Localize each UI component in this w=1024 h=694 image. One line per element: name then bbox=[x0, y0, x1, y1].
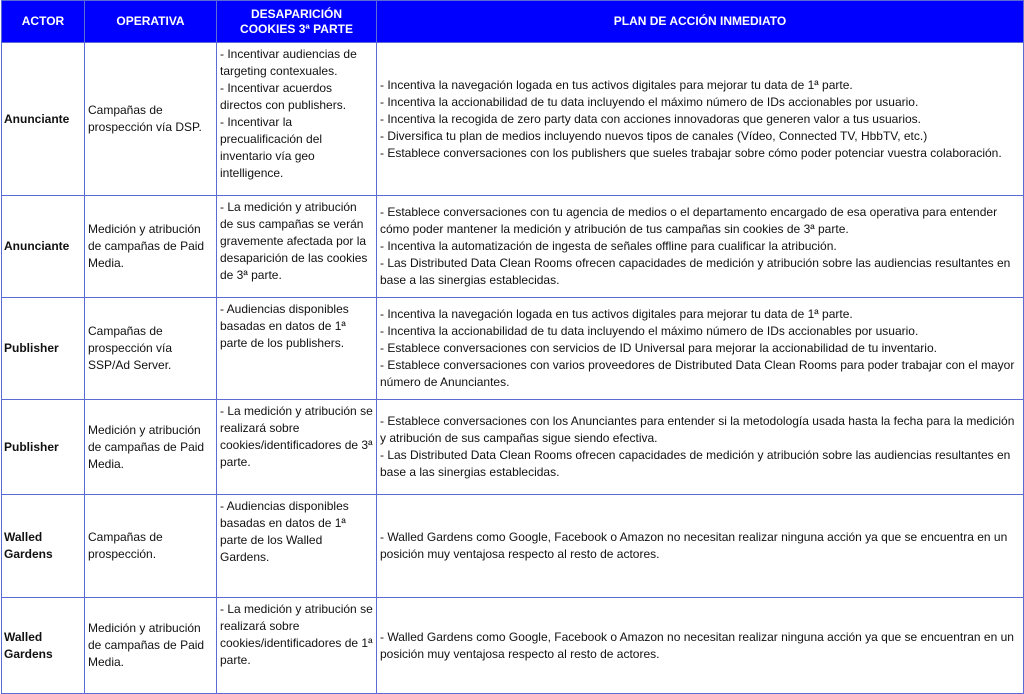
plan-item: - Walled Gardens como Google, Facebook o Amazon no necesitan realizar ninguna acción ya que se encuentra en un posición muy ventajosa respecto al resto de actores. bbox=[380, 530, 1008, 561]
desaparicion-item: - La medición y atribución se realizará sobre cookies/identificadores de 1ª parte. bbox=[220, 602, 373, 667]
plan-item: - Incentiva la navegación logada en tus activos digitales para mejorar tu data de 1ª parte. bbox=[380, 307, 853, 321]
plan-cell bbox=[377, 196, 1024, 298]
plan-item: - Incentiva la accionabilidad de tu data incluyendo el máximo número de IDs accionables por usuario. bbox=[380, 94, 919, 109]
actor-cell bbox=[2, 298, 85, 400]
table-row bbox=[2, 196, 1024, 298]
header-desaparicion-line-2: COOKIES 3ª PARTE bbox=[240, 21, 353, 36]
plan-item: - Establece conversaciones con varios proveedores de Distributed Data Clean Rooms para poder trabajar con el mayor número de Anunciantes. bbox=[380, 358, 1015, 389]
plan-cell bbox=[377, 43, 1024, 196]
plan-item: - Incentiva la automatización de ingesta de señales offline para cualificar la atribución. bbox=[380, 239, 837, 253]
desaparicion-cell bbox=[217, 43, 377, 196]
operativa-cell: Medición y atribución de campañas de Paid Media. bbox=[85, 196, 217, 298]
actor-cell bbox=[2, 196, 85, 298]
desaparicion-item: - La medición y atribución se realizará sobre cookies/identificadores de 3ª parte. bbox=[220, 404, 373, 469]
actor-line: Publisher bbox=[4, 439, 59, 454]
header-operativa: OPERATIVA bbox=[85, 1, 217, 43]
plan-item: - Walled Gardens como Google, Facebook o Amazon no necesitan realizar ninguna acción ya que se encuentran en un posición muy ventajosa respecto al resto de actores. bbox=[380, 629, 1014, 661]
plan-item: - Establece conversaciones con los publishers que sueles trabajar sobre cómo poder potenciar vuestra colaboración. bbox=[380, 145, 1002, 160]
header-plan: PLAN DE ACCIÓN INMEDIATO bbox=[377, 1, 1024, 43]
desaparicion-item: - Audiencias disponibles basadas en datos de 1ª parte de los publishers. bbox=[220, 302, 349, 350]
plan-item: - Incentiva la navegación logada en tus activos digitales para mejorar tu data de 1ª parte. bbox=[380, 77, 853, 92]
operativa-cell: Campañas de prospección vía DSP. bbox=[85, 43, 217, 196]
actor-line: Publisher bbox=[4, 341, 59, 355]
plan-item: - Establece conversaciones con los Anunciantes para entender si la metodología usada hasta la fecha para la medición y atribución de sus campañas sigue siendo efectiva. bbox=[380, 414, 1015, 445]
plan-item: - Establece conversaciones con servicios de ID Universal para mejorar la accionabilidad de tu inventario. bbox=[380, 341, 937, 355]
header-actor: ACTOR bbox=[2, 1, 85, 43]
operativa-cell: Medición y atribución de campañas de Paid Media. bbox=[85, 400, 217, 495]
desaparicion-item: - La medición y atribución de sus campañas se verán gravemente afectada por la desaparición de las cookies de 3ª parte. bbox=[220, 200, 368, 282]
plan-item: - Incentiva la recogida de zero party data con acciones innovadoras que generen valor a tus usuarios. bbox=[380, 111, 921, 126]
actor-line: Walled bbox=[4, 530, 43, 544]
desaparicion-cell bbox=[217, 298, 377, 400]
desaparicion-item: - Audiencias disponibles basadas en datos de 1ª parte de los Walled Gardens. bbox=[220, 499, 349, 564]
desaparicion-item: - Incentivar audiencias de targeting contexuales. bbox=[220, 47, 357, 78]
operativa-cell: Campañas de prospección vía SSP/Ad Server. bbox=[85, 298, 217, 400]
desaparicion-cell bbox=[217, 598, 377, 694]
table-row bbox=[2, 298, 1024, 400]
actor-cell bbox=[2, 43, 85, 196]
operativa-cell: Medición y atribución de campañas de Paid Media. bbox=[85, 598, 217, 694]
actor-line: Gardens bbox=[4, 646, 53, 661]
table-row bbox=[2, 43, 1024, 196]
table-row bbox=[2, 400, 1024, 495]
plan-item: - Diversifica tu plan de medios incluyendo nuevos tipos de canales (Vídeo, Connected TV, HbbTV, etc.) bbox=[380, 128, 928, 143]
desaparicion-cell bbox=[217, 495, 377, 598]
plan-cell bbox=[377, 598, 1024, 694]
actor-line: Gardens bbox=[4, 547, 53, 561]
desaparicion-item: - Incentivar acuerdos directos con publishers. bbox=[220, 81, 347, 112]
actor-cell bbox=[2, 400, 85, 495]
actor-line: Anunciante bbox=[4, 239, 70, 253]
actor-line: Anunciante bbox=[4, 111, 70, 126]
plan-item: - Incentiva la accionabilidad de tu data incluyendo el máximo número de IDs accionables por usuario. bbox=[380, 324, 919, 338]
table-row bbox=[2, 598, 1024, 694]
desaparicion-cell bbox=[217, 400, 377, 495]
plan-item: - Las Distributed Data Clean Rooms ofrecen capacidades de medición y atribución sobre las audiencias resultantes en base a las sinergias establecidas. bbox=[380, 256, 1011, 287]
plan-cell bbox=[377, 400, 1024, 495]
actor-line: Walled bbox=[4, 629, 43, 644]
table-row bbox=[2, 495, 1024, 598]
desaparicion-cell bbox=[217, 196, 377, 298]
plan-item: - Establece conversaciones con tu agencia de medios o el departamento encargado de esa operativa para entender cómo poder mantener la medición y atribución de tus campañas sin cookies de 3ª parte. bbox=[380, 205, 998, 236]
header-row bbox=[2, 1, 1024, 43]
actor-cell bbox=[2, 495, 85, 598]
operativa-cell: Campañas de prospección. bbox=[85, 495, 217, 598]
actor-cell bbox=[2, 598, 85, 694]
header-desaparicion bbox=[217, 1, 377, 43]
plan-cell bbox=[377, 298, 1024, 400]
plan-cell bbox=[377, 495, 1024, 598]
desaparicion-item: - Incentivar la precualificación del inventario vía geo intelligence. bbox=[220, 115, 323, 180]
header-desaparicion-line-1: DESAPARICIÓN bbox=[250, 6, 343, 21]
action-plan-table bbox=[1, 0, 1024, 694]
plan-item: - Las Distributed Data Clean Rooms ofrecen capacidades de medición y atribución sobre las audiencias resultantes en base a las sinergias establecidas. bbox=[380, 448, 1011, 479]
